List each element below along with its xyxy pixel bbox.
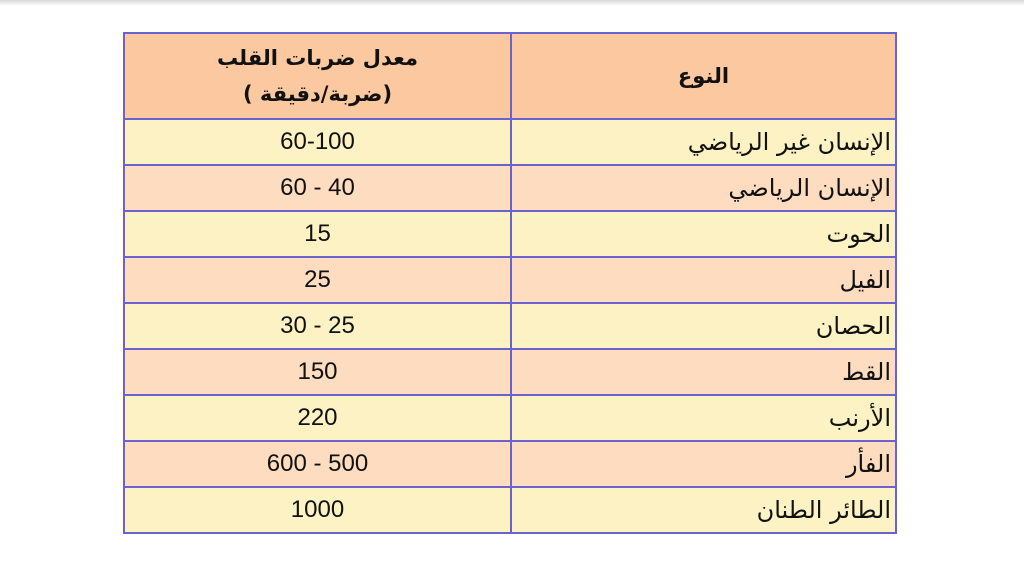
- cell-type: الإنسان الرياضي: [511, 165, 896, 211]
- table-row: [124, 441, 896, 487]
- cell-type: الطائر الطنان: [511, 487, 896, 533]
- table-row: [124, 119, 896, 165]
- cell-heart-rate: 150: [124, 349, 511, 395]
- cell-heart-rate: 60 - 40: [124, 165, 511, 211]
- cell-heart-rate: 600 - 500: [124, 441, 511, 487]
- cell-type: الفأر: [511, 441, 896, 487]
- top-band: [0, 0, 1024, 6]
- table-row: [124, 487, 896, 533]
- table-row: [124, 349, 896, 395]
- column-header-heart-rate: [124, 33, 511, 119]
- table-row: [124, 165, 896, 211]
- column-header-type: النوع: [511, 33, 896, 119]
- cell-type: الفيل: [511, 257, 896, 303]
- cell-heart-rate: 30 - 25: [124, 303, 511, 349]
- table-row: [124, 257, 896, 303]
- column-header-heart-rate-unit: (ضربة/دقيقة ): [242, 82, 393, 106]
- table-row: [124, 211, 896, 257]
- cell-type: الحوت: [511, 211, 896, 257]
- heart-rate-table: [123, 32, 897, 534]
- cell-type: الحصان: [511, 303, 896, 349]
- cell-type: الإنسان غير الرياضي: [511, 119, 896, 165]
- table-header-row: [124, 33, 896, 119]
- cell-heart-rate: 25: [124, 257, 511, 303]
- table-row: [124, 395, 896, 441]
- cell-type: القط: [511, 349, 896, 395]
- cell-heart-rate: 60-100: [124, 119, 511, 165]
- column-header-heart-rate-title: معدل ضربات القلب: [216, 46, 419, 70]
- cell-heart-rate: 1000: [124, 487, 511, 533]
- cell-heart-rate: 220: [124, 395, 511, 441]
- cell-type: الأرنب: [511, 395, 896, 441]
- cell-heart-rate: 15: [124, 211, 511, 257]
- table-row: [124, 303, 896, 349]
